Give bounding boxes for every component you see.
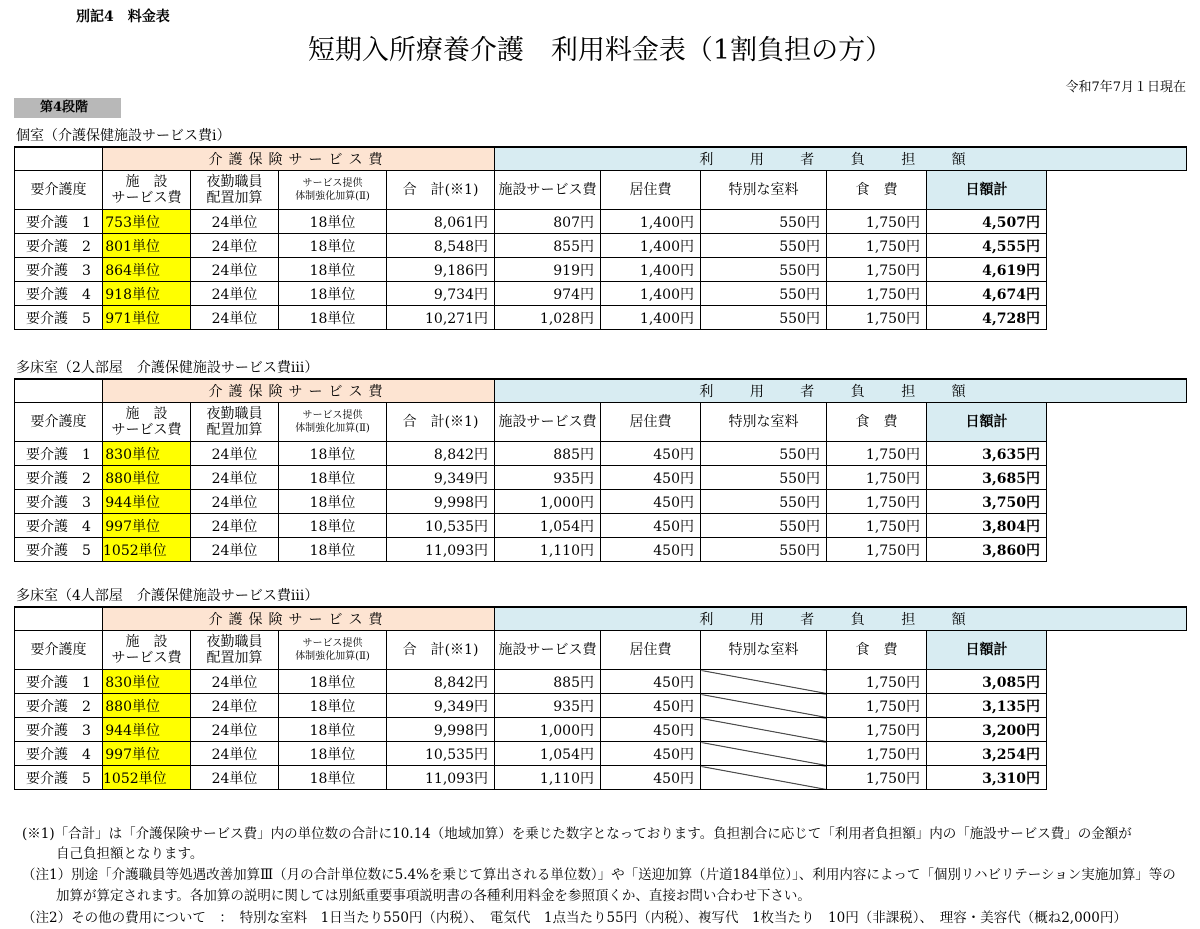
food-fee-cell: 1,750円 (827, 514, 927, 538)
col-facility-fee: 施設サービス費 (495, 171, 601, 210)
food-fee-cell: 1,750円 (827, 234, 927, 258)
food-fee-cell: 1,750円 (827, 282, 927, 306)
night-staff-cell: 24単位 (191, 514, 279, 538)
page-title: 短期入所療養介護 利用料金表（1割負担の方） (307, 35, 893, 66)
total-cell: 8,061円 (387, 210, 495, 234)
col-service-system-line1: サービス提供 (302, 638, 363, 649)
facility-units-cell: 830単位 (103, 670, 191, 694)
food-fee-cell: 1,750円 (827, 538, 927, 562)
col-night-staff (191, 631, 279, 670)
user-charge-group-header: 利 用 者 負 担 額 (495, 379, 1187, 403)
fee-table (14, 146, 1187, 330)
stage-badge: 第4段階 (14, 98, 121, 118)
col-room-fee: 特別な室料 (701, 403, 827, 442)
food-fee-cell: 1,750円 (827, 742, 927, 766)
note-2: （注1）別途「介護職員等処遇改善加算Ⅲ（月の合計単位数に5.4%を乗じて算出される単位数）」や「送迎加算（片道184単位）」、利用内容によって「個別リハビリテーション実施加算」等の (22, 867, 1176, 883)
room-fee-not-applicable-cell (701, 718, 827, 742)
night-staff-cell: 24単位 (191, 210, 279, 234)
daily-total-cell: 3,750円 (927, 490, 1047, 514)
facility-units-cell: 801単位 (103, 234, 191, 258)
room-fee-not-applicable-cell (701, 694, 827, 718)
col-facility-units (103, 171, 191, 210)
residence-fee-cell: 450円 (601, 718, 701, 742)
night-staff-cell: 24単位 (191, 694, 279, 718)
service-system-cell: 18単位 (279, 258, 387, 282)
night-staff-cell: 24単位 (191, 234, 279, 258)
col-facility-units-line1: 施 設 (125, 406, 168, 422)
service-system-cell: 18単位 (279, 538, 387, 562)
facility-units-cell: 1052単位 (103, 538, 191, 562)
col-food-fee: 食 費 (827, 171, 927, 210)
col-room-fee: 特別な室料 (701, 171, 827, 210)
table-row (15, 766, 1187, 790)
user-charge-group-header: 利 用 者 負 担 額 (495, 607, 1187, 631)
blank-header-cell (15, 379, 103, 403)
facility-fee-cell: 1,000円 (495, 718, 601, 742)
service-system-cell: 18単位 (279, 694, 387, 718)
facility-fee-cell: 1,054円 (495, 514, 601, 538)
facility-fee-cell: 1,000円 (495, 490, 601, 514)
col-total: 合 計(※1) (387, 171, 495, 210)
total-cell: 9,349円 (387, 466, 495, 490)
service-system-cell: 18単位 (279, 718, 387, 742)
note-3: （注2）その他の費用について ： 特別な室料 1日当たり550円（内税）、 電気代 1点当たり55円（内税）、複写代 1枚当たり 10円（非課税）、 理容・美容代（概ね2,000円） (22, 910, 1127, 926)
total-cell: 8,548円 (387, 234, 495, 258)
fee-table (14, 378, 1187, 562)
night-staff-cell: 24単位 (191, 766, 279, 790)
blank-header-cell (15, 147, 103, 171)
insurance-group-header: 介護保険サービス費 (103, 379, 495, 403)
col-night-staff-line2: 配置加算 (206, 650, 263, 666)
blank-header-cell (15, 607, 103, 631)
room-fee-cell: 550円 (701, 282, 827, 306)
food-fee-cell: 1,750円 (827, 210, 927, 234)
residence-fee-cell: 1,400円 (601, 258, 701, 282)
service-system-cell: 18単位 (279, 234, 387, 258)
table-row (15, 538, 1187, 562)
col-facility-units-line1: 施 設 (125, 174, 168, 190)
food-fee-cell: 1,750円 (827, 670, 927, 694)
user-charge-group-header: 利 用 者 負 担 額 (495, 147, 1187, 171)
night-staff-cell: 24単位 (191, 490, 279, 514)
food-fee-cell: 1,750円 (827, 442, 927, 466)
col-service-system (279, 403, 387, 442)
table-row (15, 490, 1187, 514)
table-row (15, 514, 1187, 538)
service-system-cell: 18単位 (279, 442, 387, 466)
food-fee-cell: 1,750円 (827, 490, 927, 514)
table-row (15, 258, 1187, 282)
insurance-group-header: 介護保険サービス費 (103, 607, 495, 631)
residence-fee-cell: 450円 (601, 742, 701, 766)
col-facility-units-line2: サービス費 (111, 422, 182, 438)
care-level-cell: 要介護 1 (15, 670, 103, 694)
night-staff-cell: 24単位 (191, 258, 279, 282)
facility-units-cell: 880単位 (103, 694, 191, 718)
room-fee-cell: 550円 (701, 490, 827, 514)
daily-total-cell: 3,685円 (927, 466, 1047, 490)
room-type-title: 多床室（4人部屋 介護保健施設サービス費ⅲ） (16, 588, 319, 604)
room-fee-cell: 550円 (701, 258, 827, 282)
night-staff-cell: 24単位 (191, 538, 279, 562)
total-cell: 11,093円 (387, 766, 495, 790)
table-row (15, 442, 1187, 466)
service-system-cell: 18単位 (279, 766, 387, 790)
care-level-cell: 要介護 1 (15, 442, 103, 466)
col-night-staff (191, 403, 279, 442)
effective-date: 令和7年7月１日現在 (1065, 80, 1186, 95)
daily-total-cell: 3,635円 (927, 442, 1047, 466)
care-level-cell: 要介護 1 (15, 210, 103, 234)
col-service-system-line2: 体制強化加算(Ⅱ) (295, 191, 370, 202)
residence-fee-cell: 1,400円 (601, 210, 701, 234)
residence-fee-cell: 450円 (601, 466, 701, 490)
note-2-cont: 加算が算定されます。各加算の説明に関しては別紙重要事項説明書の各種利用料金を参照頂くか、直接お問い合わせ下さい。 (56, 888, 811, 904)
night-staff-cell: 24単位 (191, 718, 279, 742)
care-level-cell: 要介護 4 (15, 282, 103, 306)
facility-fee-cell: 1,054円 (495, 742, 601, 766)
facility-units-cell: 971単位 (103, 306, 191, 330)
service-system-cell: 18単位 (279, 306, 387, 330)
room-fee-cell: 550円 (701, 466, 827, 490)
residence-fee-cell: 450円 (601, 490, 701, 514)
col-daily-total: 日額計 (927, 403, 1047, 442)
care-level-cell: 要介護 2 (15, 694, 103, 718)
facility-units-cell: 997単位 (103, 742, 191, 766)
service-system-cell: 18単位 (279, 490, 387, 514)
care-level-cell: 要介護 4 (15, 742, 103, 766)
table-row (15, 466, 1187, 490)
col-residence-fee: 居住費 (601, 631, 701, 670)
residence-fee-cell: 450円 (601, 670, 701, 694)
service-system-cell: 18単位 (279, 670, 387, 694)
room-fee-not-applicable-cell (701, 742, 827, 766)
food-fee-cell: 1,750円 (827, 694, 927, 718)
care-level-cell: 要介護 5 (15, 766, 103, 790)
facility-units-cell: 918単位 (103, 282, 191, 306)
col-facility-fee: 施設サービス費 (495, 631, 601, 670)
facility-units-cell: 1052単位 (103, 766, 191, 790)
night-staff-cell: 24単位 (191, 466, 279, 490)
total-cell: 9,998円 (387, 718, 495, 742)
daily-total-cell: 3,085円 (927, 670, 1047, 694)
service-system-cell: 18単位 (279, 514, 387, 538)
room-fee-cell: 550円 (701, 306, 827, 330)
total-cell: 8,842円 (387, 442, 495, 466)
daily-total-cell: 4,555円 (927, 234, 1047, 258)
col-night-staff-line1: 夜勤職員 (206, 634, 263, 650)
col-service-system-line1: サービス提供 (302, 178, 363, 189)
night-staff-cell: 24単位 (191, 742, 279, 766)
col-food-fee: 食 費 (827, 631, 927, 670)
room-fee-cell: 550円 (701, 234, 827, 258)
facility-fee-cell: 1,110円 (495, 538, 601, 562)
table-row (15, 742, 1187, 766)
facility-fee-cell: 974円 (495, 282, 601, 306)
col-facility-fee: 施設サービス費 (495, 403, 601, 442)
night-staff-cell: 24単位 (191, 442, 279, 466)
facility-fee-cell: 935円 (495, 466, 601, 490)
care-level-cell: 要介護 5 (15, 306, 103, 330)
daily-total-cell: 3,310円 (927, 766, 1047, 790)
table-row (15, 210, 1187, 234)
col-service-system-line2: 体制強化加算(Ⅱ) (295, 651, 370, 662)
table-row (15, 234, 1187, 258)
col-care-level: 要介護度 (15, 403, 103, 442)
care-level-cell: 要介護 3 (15, 718, 103, 742)
col-daily-total: 日額計 (927, 171, 1047, 210)
facility-fee-cell: 1,028円 (495, 306, 601, 330)
residence-fee-cell: 450円 (601, 442, 701, 466)
residence-fee-cell: 1,400円 (601, 282, 701, 306)
room-type-title: 多床室（2人部屋 介護保健施設サービス費ⅲ） (16, 360, 319, 376)
night-staff-cell: 24単位 (191, 306, 279, 330)
room-fee-not-applicable-cell (701, 766, 827, 790)
col-facility-units-line2: サービス費 (111, 190, 182, 206)
col-night-staff-line1: 夜勤職員 (206, 174, 263, 190)
document-label: 別記4 料金表 (76, 9, 170, 25)
daily-total-cell: 3,804円 (927, 514, 1047, 538)
facility-fee-cell: 935円 (495, 694, 601, 718)
col-facility-units (103, 403, 191, 442)
service-system-cell: 18単位 (279, 210, 387, 234)
food-fee-cell: 1,750円 (827, 258, 927, 282)
service-system-cell: 18単位 (279, 466, 387, 490)
total-cell: 10,535円 (387, 742, 495, 766)
facility-fee-cell: 1,110円 (495, 766, 601, 790)
residence-fee-cell: 450円 (601, 514, 701, 538)
care-level-cell: 要介護 2 (15, 234, 103, 258)
total-cell: 9,349円 (387, 694, 495, 718)
residence-fee-cell: 450円 (601, 538, 701, 562)
food-fee-cell: 1,750円 (827, 466, 927, 490)
daily-total-cell: 3,860円 (927, 538, 1047, 562)
facility-units-cell: 753単位 (103, 210, 191, 234)
col-service-system-line1: サービス提供 (302, 410, 363, 421)
daily-total-cell: 4,619円 (927, 258, 1047, 282)
table-row (15, 718, 1187, 742)
facility-units-cell: 944単位 (103, 718, 191, 742)
residence-fee-cell: 450円 (601, 694, 701, 718)
room-fee-cell: 550円 (701, 210, 827, 234)
col-residence-fee: 居住費 (601, 171, 701, 210)
col-facility-units-line2: サービス費 (111, 650, 182, 666)
col-service-system (279, 171, 387, 210)
night-staff-cell: 24単位 (191, 670, 279, 694)
daily-total-cell: 4,507円 (927, 210, 1047, 234)
care-level-cell: 要介護 2 (15, 466, 103, 490)
residence-fee-cell: 450円 (601, 766, 701, 790)
facility-fee-cell: 855円 (495, 234, 601, 258)
food-fee-cell: 1,750円 (827, 718, 927, 742)
col-night-staff (191, 171, 279, 210)
facility-units-cell: 997単位 (103, 514, 191, 538)
service-system-cell: 18単位 (279, 282, 387, 306)
total-cell: 10,271円 (387, 306, 495, 330)
care-level-cell: 要介護 5 (15, 538, 103, 562)
total-cell: 10,535円 (387, 514, 495, 538)
room-fee-cell: 550円 (701, 442, 827, 466)
col-residence-fee: 居住費 (601, 403, 701, 442)
col-total: 合 計(※1) (387, 403, 495, 442)
col-total: 合 計(※1) (387, 631, 495, 670)
fee-table (14, 606, 1187, 790)
col-care-level: 要介護度 (15, 171, 103, 210)
food-fee-cell: 1,750円 (827, 766, 927, 790)
total-cell: 9,186円 (387, 258, 495, 282)
col-daily-total: 日額計 (927, 631, 1047, 670)
facility-units-cell: 830単位 (103, 442, 191, 466)
residence-fee-cell: 1,400円 (601, 306, 701, 330)
col-service-system-line2: 体制強化加算(Ⅱ) (295, 423, 370, 434)
room-fee-not-applicable-cell (701, 670, 827, 694)
total-cell: 11,093円 (387, 538, 495, 562)
facility-fee-cell: 919円 (495, 258, 601, 282)
total-cell: 9,734円 (387, 282, 495, 306)
daily-total-cell: 3,200円 (927, 718, 1047, 742)
col-night-staff-line2: 配置加算 (206, 190, 263, 206)
note-1-cont: 自己負担額となります。 (56, 846, 204, 862)
food-fee-cell: 1,750円 (827, 306, 927, 330)
daily-total-cell: 4,728円 (927, 306, 1047, 330)
facility-fee-cell: 807円 (495, 210, 601, 234)
table-row (15, 694, 1187, 718)
care-level-cell: 要介護 3 (15, 490, 103, 514)
facility-fee-cell: 885円 (495, 670, 601, 694)
total-cell: 8,842円 (387, 670, 495, 694)
col-room-fee: 特別な室料 (701, 631, 827, 670)
table-row (15, 670, 1187, 694)
room-type-title: 個室（介護保健施設サービス費ⅰ） (16, 128, 231, 144)
total-cell: 9,998円 (387, 490, 495, 514)
facility-units-cell: 944単位 (103, 490, 191, 514)
facility-units-cell: 880単位 (103, 466, 191, 490)
night-staff-cell: 24単位 (191, 282, 279, 306)
insurance-group-header: 介護保険サービス費 (103, 147, 495, 171)
col-facility-units (103, 631, 191, 670)
note-1: (※1)「合計」は「介護保険サービス費」内の単位数の合計に10.14（地域加算）を乗じた数字となっております。負担割合に応じて「利用者負担額」内の「施設サービス費」の金額が (22, 826, 1132, 842)
table-row (15, 306, 1187, 330)
col-food-fee: 食 費 (827, 403, 927, 442)
residence-fee-cell: 1,400円 (601, 234, 701, 258)
daily-total-cell: 3,135円 (927, 694, 1047, 718)
service-system-cell: 18単位 (279, 742, 387, 766)
care-level-cell: 要介護 3 (15, 258, 103, 282)
table-row (15, 282, 1187, 306)
col-care-level: 要介護度 (15, 631, 103, 670)
col-service-system (279, 631, 387, 670)
care-level-cell: 要介護 4 (15, 514, 103, 538)
room-fee-cell: 550円 (701, 514, 827, 538)
daily-total-cell: 3,254円 (927, 742, 1047, 766)
col-night-staff-line1: 夜勤職員 (206, 406, 263, 422)
col-night-staff-line2: 配置加算 (206, 422, 263, 438)
col-facility-units-line1: 施 設 (125, 634, 168, 650)
facility-fee-cell: 885円 (495, 442, 601, 466)
room-fee-cell: 550円 (701, 538, 827, 562)
facility-units-cell: 864単位 (103, 258, 191, 282)
daily-total-cell: 4,674円 (927, 282, 1047, 306)
